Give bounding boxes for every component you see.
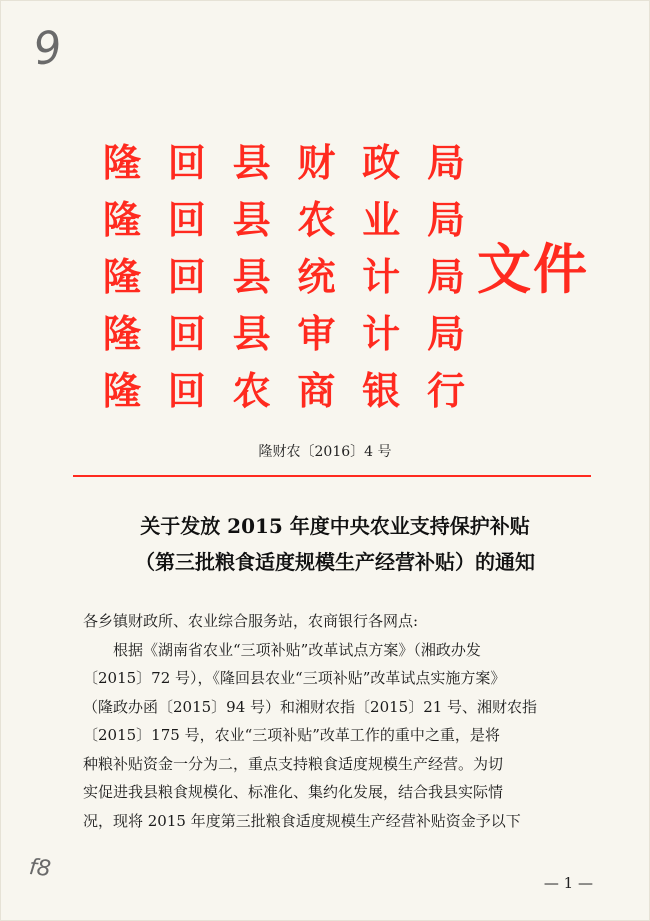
body-line: 实促进我县粮食规模化、标准化、集约化发展，结合我县实际情: [83, 783, 504, 801]
issuing-agencies: [99, 131, 469, 416]
title-line-1: 关于发放 2015 年度中央农业支持保护补贴: [140, 514, 530, 538]
agency-char: 行: [426, 368, 465, 413]
agency-char: 银: [362, 368, 401, 413]
agency-row-3: [99, 245, 469, 302]
document-number: 隆财农〔2016〕4 号: [258, 444, 392, 460]
agency-char: 局: [426, 311, 465, 356]
agency-char: 县: [232, 197, 271, 242]
agency-char: 回: [167, 140, 206, 185]
agency-char: 隆: [102, 311, 141, 356]
agency-row-5: [99, 359, 469, 416]
agency-char: 局: [426, 254, 465, 299]
page-number: — 1 —: [543, 874, 593, 892]
agency-char: 回: [167, 311, 206, 356]
body-line: 况，现将 2015 年度第三批粮食适度规模生产经营补贴资金予以下: [83, 811, 521, 830]
title-line-2: （第三批粮食适度规模生产经营补贴）的通知: [135, 550, 535, 574]
body-line: 根据《湖南省农业“三项补贴”改革试点方案》（湘政办发: [113, 640, 481, 659]
agency-char: 财: [297, 140, 336, 185]
agency-char: 县: [232, 254, 271, 299]
body-line: （隆政办函〔2015〕94 号）和湘财农指〔2015〕21 号、湘财农指: [83, 697, 538, 716]
agency-char: 商: [297, 368, 336, 413]
agency-row-4: [99, 302, 469, 359]
agency-char: 隆: [102, 140, 141, 185]
agency-char: 政: [362, 140, 401, 185]
agency-row-1: [99, 131, 469, 188]
agency-char: 隆: [102, 368, 141, 413]
agency-char: 审: [297, 311, 336, 356]
agency-char: 统: [297, 254, 336, 299]
handwritten-page-number: 9: [30, 21, 66, 76]
agency-char: 农: [232, 368, 271, 413]
handwritten-mark: f8: [27, 854, 52, 883]
salutation: 各乡镇财政所、农业综合服务站，农商银行各网点:: [83, 612, 419, 630]
agency-char: 县: [232, 140, 271, 185]
body-line: 〔2015〕72 号），《隆回县农业“三项补贴”改革试点实施方案》: [83, 669, 506, 687]
agency-char: 计: [362, 311, 401, 356]
agency-char: 局: [426, 140, 465, 185]
red-divider: [73, 475, 591, 477]
agency-char: 计: [362, 254, 401, 299]
notice-body: [83, 607, 594, 835]
agency-char: 县: [232, 311, 271, 356]
body-line: 种粮补贴资金一分为二，重点支持粮食适度规模生产经营。为切: [83, 754, 504, 773]
agency-char: 回: [167, 254, 206, 299]
agency-char: 回: [167, 368, 206, 413]
body-line: 〔2015〕175 号，农业“三项补贴”改革工作的重中之重，是将: [83, 726, 500, 744]
agency-char: 隆: [102, 254, 141, 299]
agency-char: 回: [167, 197, 206, 242]
agency-char: 局: [426, 197, 465, 242]
document-label: 文件: [477, 237, 589, 301]
agency-char: 隆: [102, 197, 141, 242]
agency-row-2: [99, 188, 469, 245]
notice-title: [61, 508, 609, 580]
agency-char: 业: [362, 197, 401, 242]
agency-char: 农: [297, 197, 336, 242]
